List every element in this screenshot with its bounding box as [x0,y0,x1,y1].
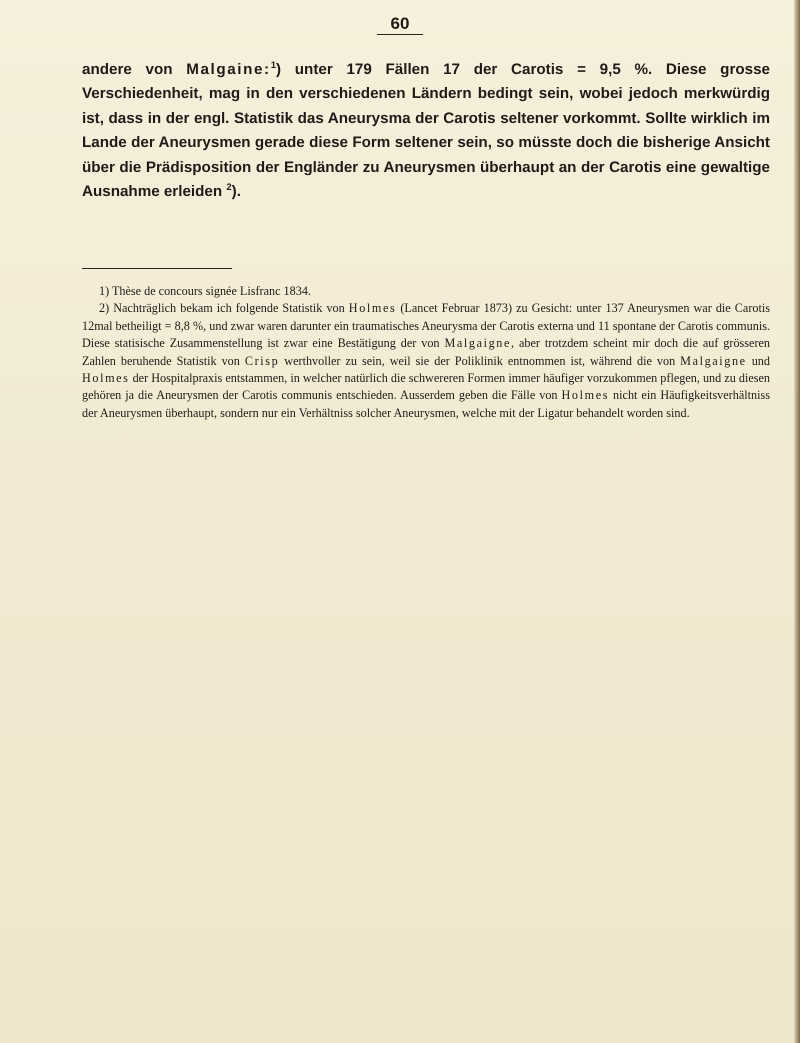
author-name: Holmes [82,371,130,386]
author-name: Crisp [244,353,280,368]
footnote-1: 1) Thèse de concours signée Lisfranc 1834. [99,284,311,298]
footnote-ref: 1 [270,59,276,71]
author-name: Malgaine: [186,61,271,78]
footnote-ref: 2 [226,181,232,193]
page-edge [794,0,800,1043]
footnote-separator [82,268,232,269]
footnote-2: 2) Nachträglich bekam ich folgende Statistik von Holmes (Lancet Februar 1873) zu Gesicht: unter 137 Aneurysmen war die Carotis 12mal betheiligt = 8,8 %, und zwar waren darunter ein traumatisches Aneurysma der Carotis externa und 11 spontane der Carotis communis. Diese statisische Zusammenstellung ist zwar eine Bestätigung der von Malgaigne, aber trotzdem scheint mir doch die auf grösseren Zahlen beruhende Statistik von Crisp werthvoller zu sein, weil sie der Poliklinik entnommen ist, während die von Malgaigne und Holmes der Hospitalpraxis entstammen, in welcher natürlich die schwereren Formen immer häufiger vorzukommen pflegen, und zu diesen gehören ja die Aneurysmen der Carotis communis entschieden. Ausserdem geben die Fälle von Holmes nicht ein Häufigkeitsverhältniss der Aneurysmen überhaupt, sondern nur ein Verhältniss solcher Aneurysmen, welche mit der Ligatur behandelt worden sind. [82,301,771,420]
page-number: 60 [0,14,800,34]
author-name: Holmes [348,301,397,316]
author-name: Holmes [561,388,610,403]
author-name: Malgaigne [680,353,747,368]
footnotes [82,283,770,422]
main-paragraph: andere von Malgaine:$^1$) unter 179 Fällen 17 der Carotis = 9,5 %. Diese grosse Verschiedenheit, mag in den verschiedenen Ländern bedingt sein, wobei jedoch merkwürdig ist, dass in der engl. Statistik das Aneurysma der Carotis seltener vorkommt. Sollte wirklich im Lande der Aneurysmen gerade diese Form seltener sein, so müsste doch die bisherige Ansicht über die Prädisposition der Engländer zu Aneurysmen überhaupt an der Carotis eine gewaltige Ausnahme erleiden $^2$). [82,59,770,201]
author-name: Malgaigne [444,336,511,351]
